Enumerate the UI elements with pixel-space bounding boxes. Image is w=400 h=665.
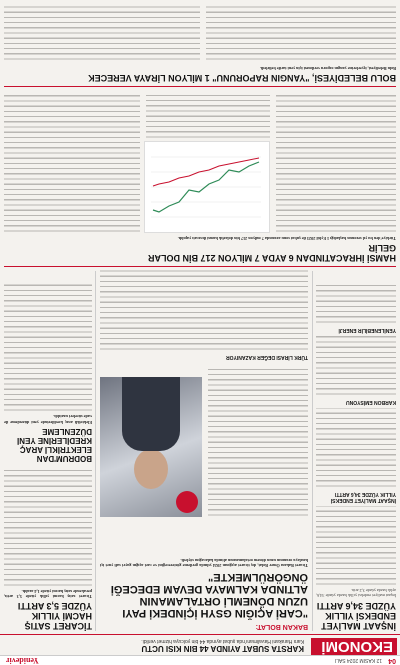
line-chart-graphic	[145, 142, 269, 232]
bottom-rule-2	[4, 86, 396, 87]
photo-caption: TÜRK LİRASI DEĞER KAZANIYOR	[226, 354, 308, 360]
bottom-story-2	[4, 66, 396, 83]
column-divider-right	[95, 271, 96, 631]
top-headline: KARSTA SUBAT AYINDA 44 BIN KISI UCTU	[141, 644, 304, 653]
issue-date: 12 KASIM 2024 SALI	[334, 657, 382, 663]
bottom-body-2b	[4, 5, 200, 61]
bottom-side-body	[4, 93, 140, 233]
section-title: EKONOMİ	[311, 638, 397, 655]
bottom-body-1	[276, 93, 396, 233]
chart-side-text	[146, 93, 270, 139]
masthead-rule	[0, 634, 400, 635]
lead-body	[208, 367, 308, 517]
bottom-lede-2: Bolu Belediyesi, işyerlerine yangın raporu verilmesi için yeni tarife belirledi.	[259, 66, 396, 71]
right-column	[4, 271, 92, 631]
center-lead-story	[100, 521, 308, 631]
left-lede: İnşaat maliyet endeksi yıllık bazda yüzde 34,6, aylık bazda yüzde 3,2 arttı.	[316, 587, 396, 598]
bottom-headline-2: BOLU BELEDİYESİ, "YANGIN RAPORUNU" 1 MİLYON LİRAYA VERECEK	[88, 73, 396, 83]
chart-side-body	[146, 93, 270, 139]
kicker: BAKAN BOLAT:	[255, 623, 308, 630]
bottom-body-2a	[206, 5, 396, 61]
lead-body-text	[208, 367, 308, 517]
right-body-text-2	[4, 282, 92, 412]
newspaper-logo: Yenidevir	[6, 656, 39, 665]
page-header-bar	[0, 655, 400, 665]
bottom-lede-1: Türkiye'den bu yıl sezonun başladığı 1 Eylül 2023 ile şubat sonu arasında 7 milyon 217 bin dolarlık hamsi ihracatı yapıldı.	[177, 236, 396, 241]
left-body-text-4	[316, 284, 396, 324]
right-headline-2: BODRUM'DAN ELEKTRİKLİ ARAÇ KREDİLERİNE YENİ DÜZENLEME	[17, 426, 92, 463]
lead-photo	[100, 377, 202, 517]
column-divider	[312, 271, 313, 631]
bottom-body-text-2b	[4, 5, 200, 61]
portrait-face	[134, 449, 168, 489]
bottom-side-story	[4, 93, 140, 233]
lead-lede: Ticaret Bakanı Ömer Bolat, dış ticaret açığının 2024 yılında gerileme göstereceğini ve cari açığın gayri safi yurt içi hasılaya oranının uzun dönem ortalamasının altında kalacağını söyledi.	[100, 557, 308, 568]
top-subline: Kars Harakani Havalimanı'nda şubat ayında 44 bin yolcuya hizmet verildi.	[141, 638, 304, 644]
left-subhead-3: YENİLENEBİLİR ENERJİ	[338, 326, 396, 333]
lead-headline: "CARİ AÇIĞIN GSYH İÇİNDEKİ PAYI UZUN DÖNEMLİ ORTALAMANIN ALTINDA KALMAYA DEVAM EDECEĞİ ÖNGÖRÜLMEKTE"	[110, 571, 308, 619]
chart-graphic	[144, 141, 270, 233]
left-subhead-1: İNŞAAT MALİYET ENDEKSİ YILLIK YÜZDE 34,6 ARTTI	[330, 490, 396, 503]
right-headline-1: TİCARET SATIŞ HACMİ YILLIK YÜZDE 5,3 ARTTI	[17, 601, 92, 631]
flag-emblem	[176, 491, 198, 513]
left-body-text-2	[316, 408, 396, 488]
lead-body-text-2	[100, 266, 308, 351]
bottom-body-text-2a	[206, 5, 396, 61]
right-lede-1: Ticaret satış hacmi yıllık yüzde 5,3 arttı, perakende satış hacmi yüzde 1,4 azaldı.	[4, 588, 92, 599]
right-body-text	[4, 467, 92, 587]
bottom-rule	[4, 266, 396, 267]
left-subhead-2: KARBON EMİSYONU	[345, 398, 396, 405]
bottom-headline-1: HAMSİ İHRACATINDAN 6 AYDA 7 MİLYON 217 BİN DOLAR GELİR	[147, 243, 396, 263]
bottom-body-text-1	[276, 93, 396, 233]
left-body-text-3	[316, 336, 396, 396]
page-number: 04	[388, 657, 396, 664]
portrait-suit	[122, 377, 180, 451]
left-headline: İNŞAAT MALİYET ENDEKSİ YILLIK YÜZDE 34,6 ARTTI	[316, 601, 396, 631]
bottom-story-1	[146, 236, 396, 263]
left-body-text	[316, 506, 396, 586]
right-lede-2: Elektrikli araç kredilerinde yeni düzenleme ile vade süreleri uzatıldı.	[4, 414, 92, 425]
section-masthead	[0, 636, 400, 656]
left-column	[316, 271, 396, 631]
lead-caption-block	[100, 266, 308, 363]
